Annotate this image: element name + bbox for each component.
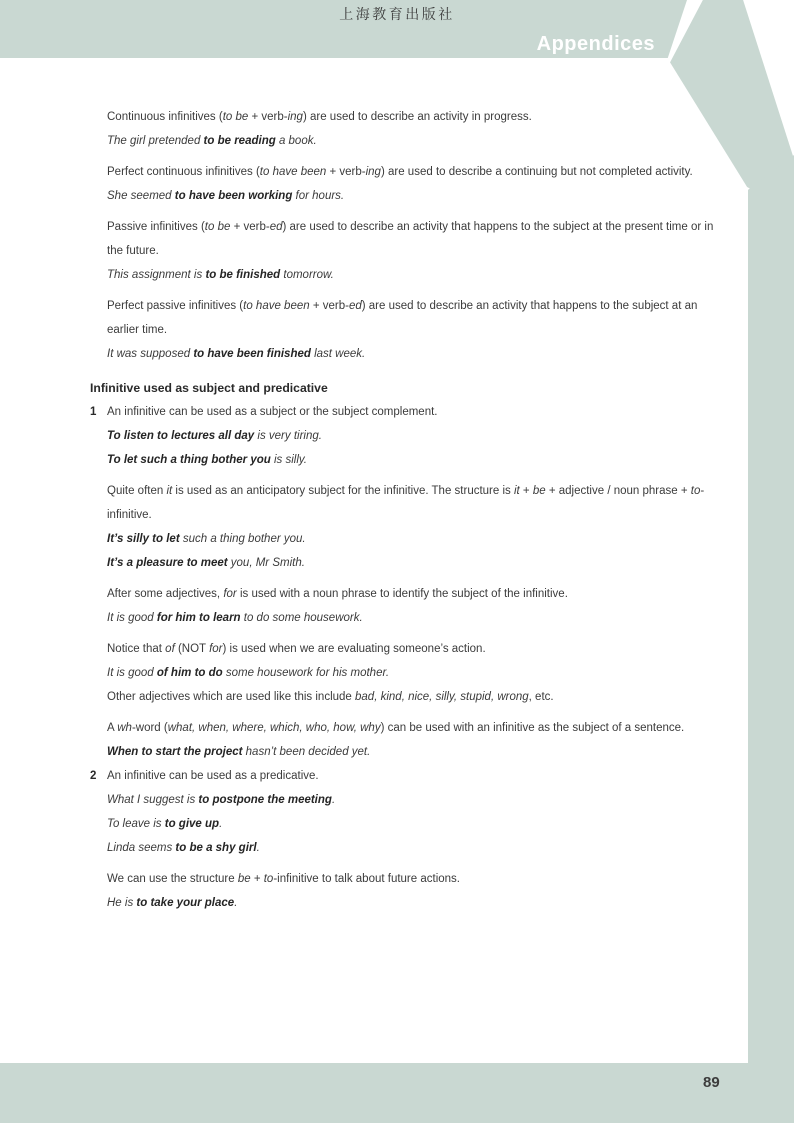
- rule-text: Passive infinitives (to be + verb-ed) are used to describe an activity that happens to the subject at the present time or in the future.: [107, 221, 714, 257]
- rule-text: Perfect passive infinitives (to have been + verb-ed) are used to describe an activity that happens to the subject at an earlier time.: [107, 300, 698, 336]
- paragraph-group: [107, 479, 718, 575]
- example-sentence: It was supposed to have been finished last week.: [107, 348, 366, 360]
- example-sentence: This assignment is to be finished tomorrow.: [107, 269, 334, 281]
- bottom-margin-strip: [0, 1063, 794, 1123]
- intro-section: [90, 105, 718, 366]
- item-body: [107, 764, 718, 915]
- rule-text: Notice that of (NOT for) is used when we are evaluating someone’s action.: [107, 643, 486, 655]
- numbered-item: [90, 400, 718, 764]
- example-sentence: To let such a thing bother you is silly.: [107, 454, 307, 466]
- section-heading: Infinitive used as subject and predicative: [90, 381, 328, 395]
- item-number: 1: [90, 406, 97, 418]
- right-margin-strip: [748, 155, 794, 1123]
- item-number: 2: [90, 770, 97, 782]
- content-blocks: [90, 105, 718, 915]
- example-sentence: It’s silly to let such a thing bother you.: [107, 533, 306, 545]
- rule-text: We can use the structure be + to-infinitive to talk about future actions.: [107, 873, 460, 885]
- item-body: [107, 400, 718, 764]
- paragraph-group: [107, 867, 718, 915]
- paragraph-group: [107, 716, 718, 764]
- publisher-title: 上海教育出版社: [339, 6, 455, 22]
- example-sentence: To leave is to give up.: [107, 818, 223, 830]
- rule-text: Other adjectives which are used like this include bad, kind, nice, silly, stupid, wrong, etc.: [107, 691, 554, 703]
- rule-text: An infinitive can be used as a subject or the subject complement.: [107, 406, 438, 418]
- example-sentence: She seemed to have been working for hours.: [107, 190, 345, 202]
- example-sentence: He is to take your place.: [107, 897, 238, 909]
- page-number: 89: [703, 1074, 720, 1091]
- paragraph-group: [107, 582, 718, 630]
- example-sentence: It is good for him to learn to do some housework.: [107, 612, 363, 624]
- paragraph-group: [107, 105, 718, 153]
- example-sentence: To listen to lectures all day is very tiring.: [107, 430, 322, 442]
- example-sentence: What I suggest is to postpone the meeting.: [107, 794, 336, 806]
- paragraph-group: [107, 160, 718, 208]
- example-sentence: The girl pretended to be reading a book.: [107, 135, 317, 147]
- numbered-item: [90, 764, 718, 915]
- paragraph-group: [107, 764, 718, 860]
- paragraph-group: [107, 637, 718, 709]
- rule-text: Perfect continuous infinitives (to have been + verb-ing) are used to describe a continuing but not completed activity.: [107, 166, 693, 178]
- rule-text: Continuous infinitives (to be + verb-ing) are used to describe an activity in progress.: [107, 111, 532, 123]
- example-sentence: It’s a pleasure to meet you, Mr Smith.: [107, 557, 305, 569]
- example-sentence: When to start the project hasn’t been decided yet.: [107, 746, 371, 758]
- appendices-header-label: Appendices: [536, 33, 655, 55]
- example-sentence: It is good of him to do some housework for his mother.: [107, 667, 390, 679]
- rule-text: Quite often it is used as an anticipatory subject for the infinitive. The structure is it + be + adjective / noun phrase + to-infinitive.: [107, 485, 705, 521]
- paragraph-group: [107, 294, 718, 366]
- rule-text: After some adjectives, for is used with a noun phrase to identify the subject of the infinitive.: [107, 588, 568, 600]
- paragraph-group: [107, 400, 718, 472]
- rule-text: A wh-word (what, when, where, which, who, how, why) can be used with an infinitive as the subject of a sentence.: [107, 722, 685, 734]
- example-sentence: Linda seems to be a shy girl.: [107, 842, 260, 854]
- rule-text: An infinitive can be used as a predicative.: [107, 770, 319, 782]
- paragraph-group: [107, 215, 718, 287]
